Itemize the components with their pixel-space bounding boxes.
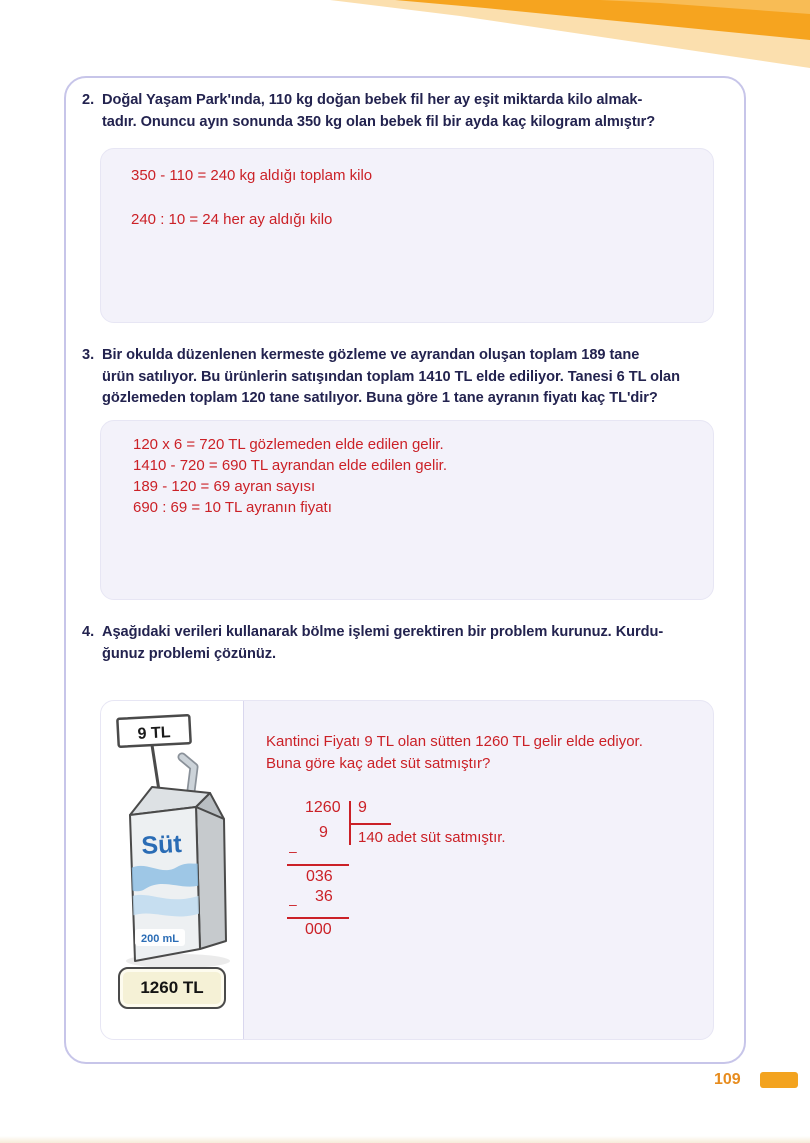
problem-4-line-2: ğunuz problemi çözünüz. (102, 645, 276, 662)
carton-volume-label: 200 mL (141, 933, 179, 945)
division-remainder-2: 000 (305, 921, 332, 938)
page-number: 109 (714, 1071, 741, 1088)
division-dividend: 1260 (305, 799, 341, 816)
problem-3-answer-box (100, 420, 714, 600)
answer-line: 120 x 6 = 720 TL gözlemeden elde edilen gelir. (133, 436, 444, 453)
division-remainder-1: 036 (306, 868, 333, 885)
carton-product-label: Süt (140, 829, 183, 861)
problem-3-line-3: gözlemeden toplam 120 tane satılıyor. Buna göre 1 tane ayranın fiyatı kaç TL'dir? (102, 390, 658, 406)
problem-3-line-1: Bir okulda düzenlenen kermeste gözleme ve ayrandan oluşan toplam 189 tane (102, 347, 640, 363)
student-problem-line-1: Kantinci Fiyatı 9 TL olan sütten 1260 TL gelir elde ediyor. (266, 733, 643, 750)
problem-3-text (102, 345, 680, 410)
problem-3-line-2: ürün satılıyor. Bu ürünlerin satışından toplam 1410 TL elde ediliyor. Tanesi 6 TL olan (102, 368, 680, 385)
answer-line: 189 - 120 = 69 ayran sayısı (133, 478, 316, 495)
problem-3-number: 3. (82, 347, 95, 363)
division-quotient-bar (349, 823, 391, 825)
problem-4-text (102, 622, 663, 665)
total-amount-box: 1260 TL (118, 967, 226, 1009)
milk-carton-panel (101, 701, 244, 1039)
milk-carton-illustration (101, 701, 243, 973)
problem-2-answer-lines (131, 165, 713, 230)
problem-2-line-1: Doğal Yaşam Park'ında, 110 kg doğan bebek fil her ay eşit miktarda kilo almak- (102, 92, 643, 108)
division-divisor: 9 (358, 799, 367, 816)
problem-4-line-1: Aşağıdaki verileri kullanarak bölme işlemi gerektiren bir problem kurunuz. Kurdu- (102, 624, 664, 640)
division-quotient-sentence: 140 adet süt satmıştır. (358, 829, 506, 846)
problem-4-work-box (100, 700, 714, 1040)
problem-2 (82, 90, 655, 133)
division-rule-2 (287, 917, 349, 919)
price-sign (117, 715, 190, 747)
problem-4 (82, 622, 663, 665)
problem-3-answer-lines (133, 434, 713, 518)
problem-2-text (102, 90, 655, 133)
worksheet-frame (64, 76, 746, 1064)
student-problem-text (266, 731, 699, 775)
answer-line: 690 : 69 = 10 TL ayranın fiyatı (133, 499, 332, 516)
price-sign-label: 9 TL (137, 724, 171, 743)
problem-2-number: 2. (82, 92, 95, 108)
division-subtrahend-1: 9 (319, 824, 328, 841)
problem-2-answer-box (100, 148, 714, 323)
problem-4-solution-panel (244, 701, 713, 1039)
answer-line: 350 - 110 = 240 kg aldığı toplam kilo (131, 167, 373, 184)
minus-sign: – (289, 896, 297, 912)
answer-line: 1410 - 720 = 690 TL ayrandan elde edilen gelir. (133, 457, 447, 474)
division-rule-1 (287, 864, 349, 866)
student-problem-line-2: Buna göre kaç adet süt satmıştır? (266, 755, 491, 772)
minus-sign: – (289, 843, 297, 859)
carton-side-face (196, 807, 226, 949)
long-division-work (289, 799, 605, 949)
problem-4-number: 4. (82, 624, 95, 640)
answer-line: 240 : 10 = 24 her ay aldığı kilo (131, 211, 333, 228)
division-subtrahend-2: 36 (315, 888, 333, 905)
page-edge-bar (760, 1072, 798, 1088)
bottom-edge-tint (0, 1136, 810, 1143)
problem-3 (82, 345, 680, 410)
problem-2-line-2: tadır. Onuncu ayın sonunda 350 kg olan bebek fil bir ayda kaç kilogram almıştır? (102, 113, 656, 130)
